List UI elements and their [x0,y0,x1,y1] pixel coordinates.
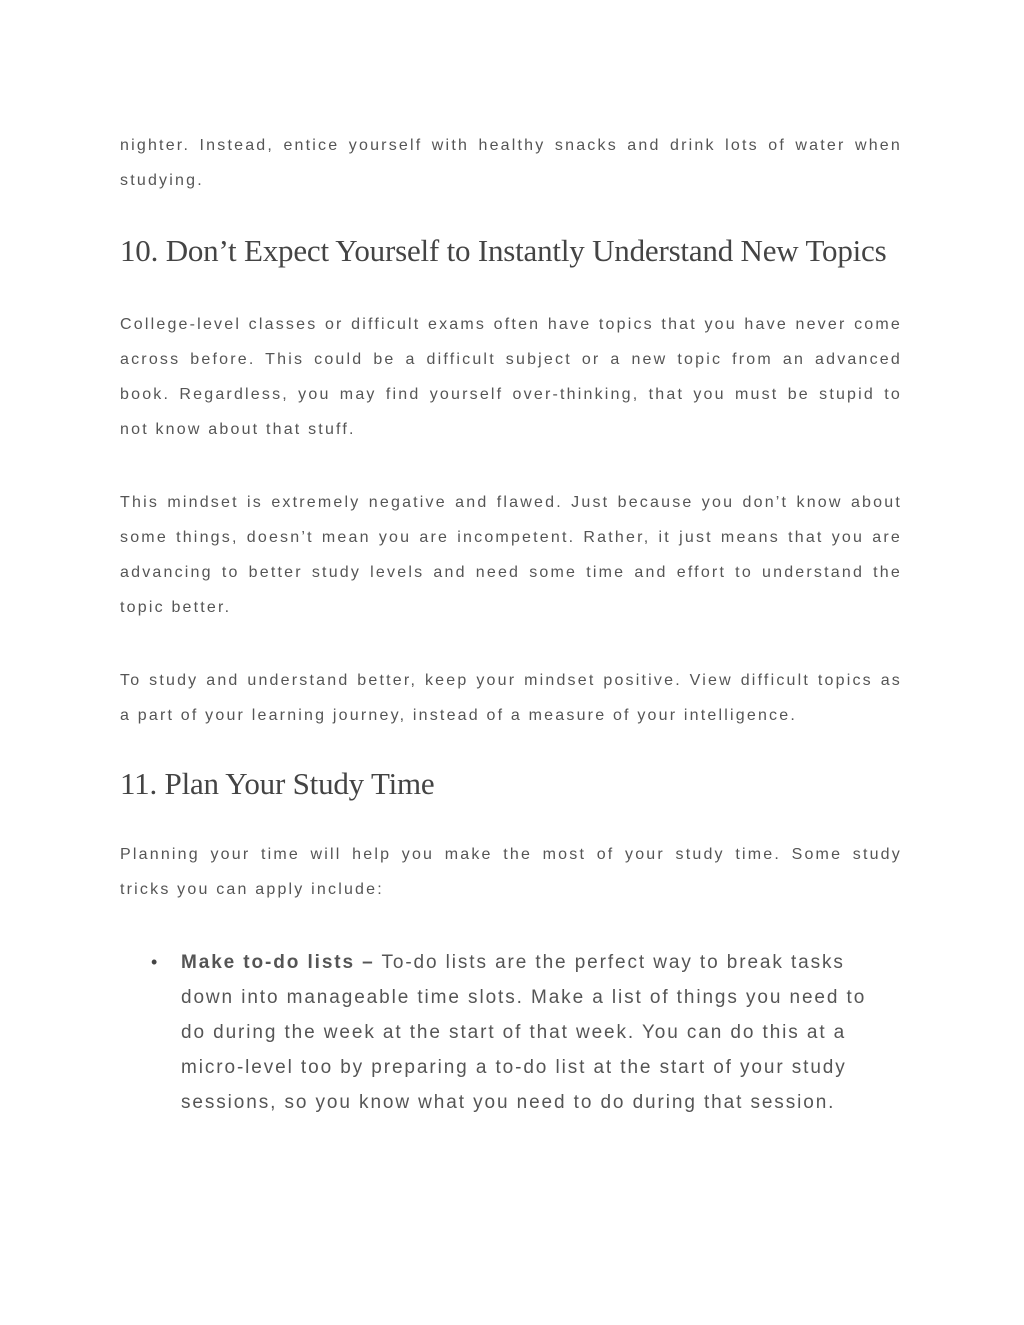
study-tricks-list [120,945,902,1120]
section-11-heading: 11. Plan Your Study Time [120,766,435,801]
intro-paragraph: nighter. Instead, entice yourself with healthy snacks and drink lots of water when studying. [120,137,902,189]
section-10-paragraph-1: College-level classes or difficult exams often have topics that you have never come across before. This could be a difficult subject or a new topic from an advanced book. Regardless, you may find yourself over-thinking, that you must be stupid to not know about that stuff. [120,316,902,438]
document-page [120,128,902,1120]
list-item-title: Make to-do lists – [181,952,375,973]
bullet-icon: • [151,952,160,972]
section-10-paragraph-3: To study and understand better, keep your mindset positive. View difficult topics as a part of your learning journey, instead of a measure of your intelligence. [120,672,902,724]
section-11-paragraph-1: Planning your time will help you make the most of your study time. Some study tricks you can apply include: [120,846,902,898]
section-10-paragraph-2: This mindset is extremely negative and flawed. Just because you don’t know about some things, doesn’t mean you are incompetent. Rather, it just means that you are advancing to better study levels and need some time and effort to understand the topic better. [120,494,902,616]
list-item-text: To-do lists are the perfect way to break tasks down into manageable time slots. Make a list of things you need to do during the week at the start of that week. You can do this at a micro-level too by preparing a to-do list at the start of your study sessions, so you know what you need to do during that session. [181,952,867,1113]
section-10-heading: 10. Don’t Expect Yourself to Instantly Understand New Topics [120,233,887,268]
list-item [120,945,902,1120]
